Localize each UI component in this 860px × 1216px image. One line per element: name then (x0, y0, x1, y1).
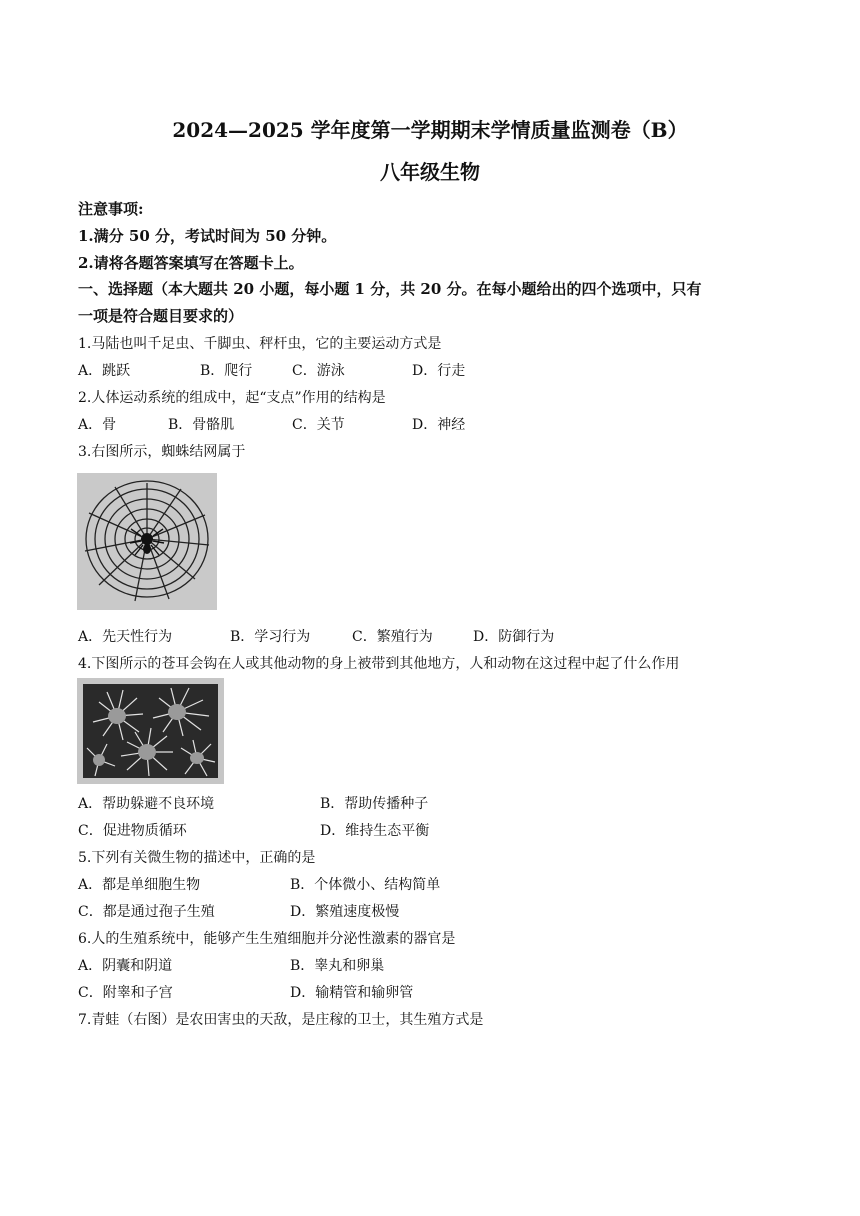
option-a: A．帮助躲避不良环境 (78, 796, 215, 812)
section-heading: 一、选择题（本大题共 20 小题，每小题 1 分，共 20 分。在每小题给出的四个选项中，只有 (78, 280, 702, 298)
option-d: D．行走 (412, 363, 466, 379)
option-b: B．帮助传播种子 (320, 796, 429, 812)
question-stem: 6.人的生殖系统中，能够产生生殖细胞并分泌性激素的器官是 (78, 931, 456, 947)
option-c: C．都是通过孢子生殖 (78, 904, 215, 920)
option-a: A．都是单细胞生物 (78, 877, 201, 893)
option-c: C．附睾和子宫 (78, 985, 173, 1001)
exam-title: 2024—2025 学年度第一学期期末学情质量监测卷（B） (172, 118, 688, 142)
notes-heading: 注意事项: (78, 200, 144, 218)
option-b: B．个体微小、结构简单 (290, 877, 441, 893)
option-b: B．学习行为 (230, 629, 311, 645)
option-c: C．繁殖行为 (352, 629, 433, 645)
question-stem: 5.下列有关微生物的描述中，正确的是 (78, 850, 316, 866)
option-c: C．关节 (292, 417, 345, 433)
question-stem: 4.下图所示的苍耳会钩在人或其他动物的身上被带到其他地方，人和动物在这过程中起了什么作用 (78, 656, 680, 672)
spider-web-image (77, 473, 217, 610)
option-b: B．睾丸和卵巢 (290, 958, 385, 974)
option-d: D．神经 (412, 417, 466, 433)
question-stem: 2.人体运动系统的组成中，起“支点”作用的结构是 (78, 390, 386, 406)
option-d: D．输精管和输卵管 (290, 985, 414, 1001)
option-b: B．骨骼肌 (168, 417, 235, 433)
exam-subtitle: 八年级生物 (380, 160, 480, 184)
option-a: A．阴囊和阴道 (78, 958, 173, 974)
question-stem: 7.青蛙（右图）是农田害虫的天敌，是庄稼的卫士，其生殖方式是 (78, 1012, 484, 1028)
option-b: B．爬行 (200, 363, 253, 379)
option-d: D．维持生态平衡 (320, 823, 430, 839)
option-c: C．促进物质循环 (78, 823, 187, 839)
question-stem: 1.马陆也叫千足虫、千脚虫、秤杆虫，它的主要运动方式是 (78, 336, 442, 352)
option-a: A．跳跃 (78, 363, 131, 379)
option-d: D．繁殖速度极慢 (290, 904, 400, 920)
note-item: 1.满分 50 分，考试时间为 50 分钟。 (78, 227, 337, 245)
option-d: D．防御行为 (473, 629, 555, 645)
section-heading-cont: 一项是符合题目要求的） (78, 307, 244, 325)
option-c: C．游泳 (292, 363, 345, 379)
note-item: 2.请将各题答案填写在答题卡上。 (78, 254, 304, 272)
option-a: A．骨 (78, 417, 117, 433)
cocklebur-image (77, 678, 224, 784)
question-stem: 3.右图所示，蜘蛛结网属于 (78, 444, 246, 460)
option-a: A．先天性行为 (78, 629, 173, 645)
